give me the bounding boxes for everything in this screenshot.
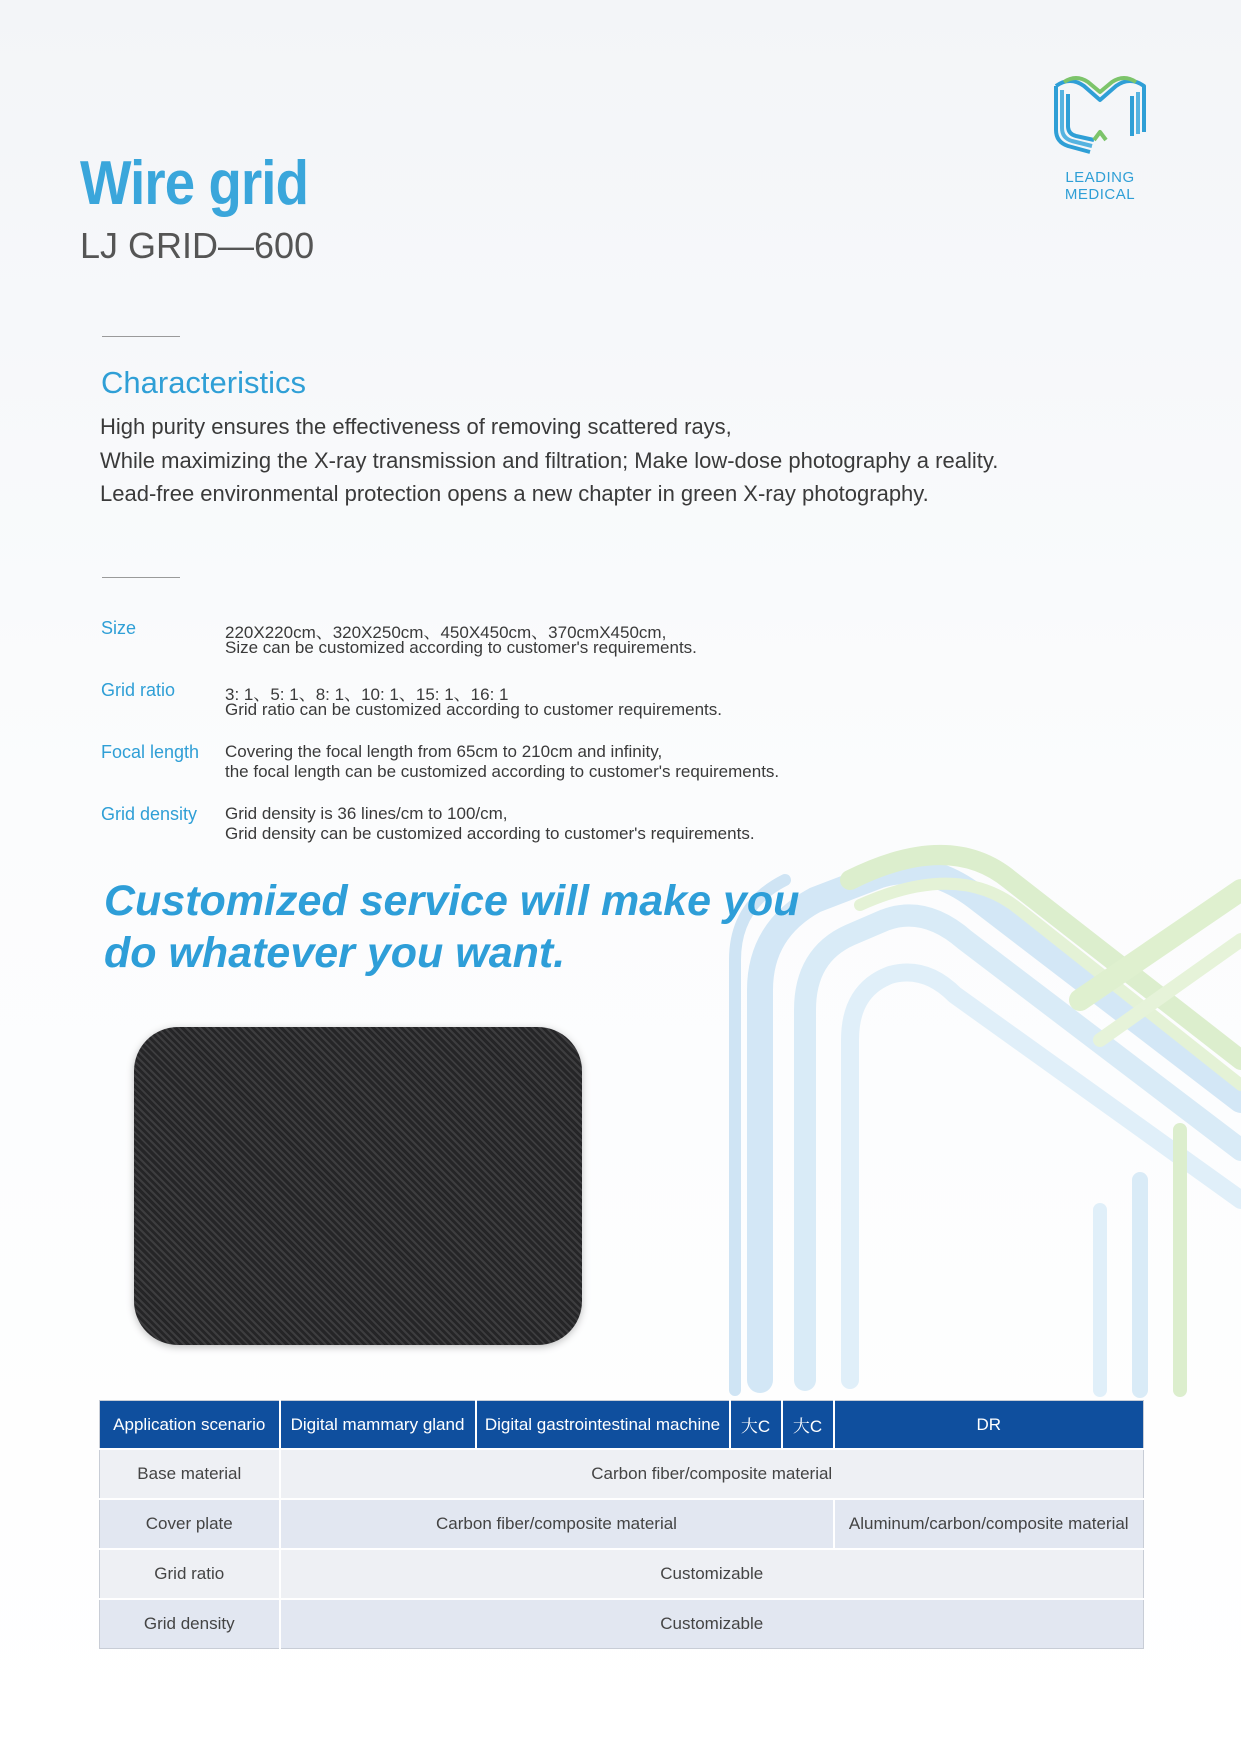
model-number: LJ GRID—600	[80, 225, 315, 266]
leading-medical-logo-icon	[1050, 72, 1150, 154]
application-table	[99, 1400, 1144, 1649]
product-image-carbon-fiber-panel	[134, 1027, 582, 1345]
table-row	[100, 1549, 1144, 1599]
spec-value: 3: 1、5: 1、8: 1、10: 1、15: 1、16: 1	[225, 685, 509, 704]
table-row	[100, 1449, 1144, 1499]
characteristic-line: Lead-free environmental protection opens a new chapter in green X-ray photography.	[100, 481, 929, 506]
characteristics-text	[100, 410, 998, 511]
characteristic-line: High purity ensures the effectiveness of removing scattered rays,	[100, 414, 732, 439]
table-header-cell: Digital gastrointestinal machine	[476, 1401, 730, 1450]
spec-value: Grid density can be customized according to customer's requirements.	[225, 824, 755, 843]
table-cell: Carbon fiber/composite material	[280, 1499, 834, 1549]
table-header-cell: Application scenario	[100, 1401, 280, 1450]
spec-value: Covering the focal length from 65cm to 210cm and infinity,	[225, 742, 663, 761]
table-row	[100, 1499, 1144, 1549]
page-title: Wire grid	[80, 149, 309, 218]
table-header-cell: 大C	[730, 1401, 782, 1450]
table-header-cell: DR	[834, 1401, 1144, 1450]
brand-logo	[1030, 72, 1170, 203]
spec-label: Grid density	[101, 804, 198, 824]
table-cell: Aluminum/carbon/composite material	[834, 1499, 1144, 1549]
table-row-label: Grid density	[100, 1599, 280, 1649]
characteristic-line: While maximizing the X-ray transmission and filtration; Make low-dose photography a reality.	[100, 447, 999, 473]
spec-value: Size can be customized according to customer's requirements.	[225, 638, 697, 657]
spec-label: Focal length	[101, 742, 200, 762]
spec-label: Grid ratio	[101, 680, 176, 700]
table-cell: Customizable	[280, 1549, 1144, 1599]
table-header-row	[100, 1401, 1144, 1450]
spec-value: the focal length can be customized according to customer's requirements.	[225, 762, 780, 781]
table-row-label: Grid ratio	[100, 1549, 280, 1599]
table-cell: Customizable	[280, 1599, 1144, 1649]
table-row	[100, 1599, 1144, 1649]
table-row-label: Base material	[100, 1449, 280, 1499]
spec-value: Grid density is 36 lines/cm to 100/cm,	[225, 804, 508, 823]
table-header-cell: Digital mammary gland	[280, 1401, 476, 1450]
table-cell: Carbon fiber/composite material	[280, 1449, 1144, 1499]
brand-name: LEADING MEDICAL	[1064, 169, 1136, 203]
slogan-line: do whatever you want.	[104, 929, 566, 977]
spec-value: Grid ratio can be customized according to customer requirements.	[225, 700, 723, 719]
divider	[102, 577, 180, 578]
table-row-label: Cover plate	[100, 1499, 280, 1549]
spec-label: Size	[101, 618, 137, 638]
slogan	[104, 875, 799, 979]
spec-value: 220X220cm、320X250cm、450X450cm、370cmX450cm,	[225, 623, 667, 642]
table-header-cell: 大C	[782, 1401, 834, 1450]
characteristics-heading: Characteristics	[101, 365, 306, 400]
slogan-line: Customized service will make you	[104, 877, 800, 925]
divider	[102, 336, 180, 337]
